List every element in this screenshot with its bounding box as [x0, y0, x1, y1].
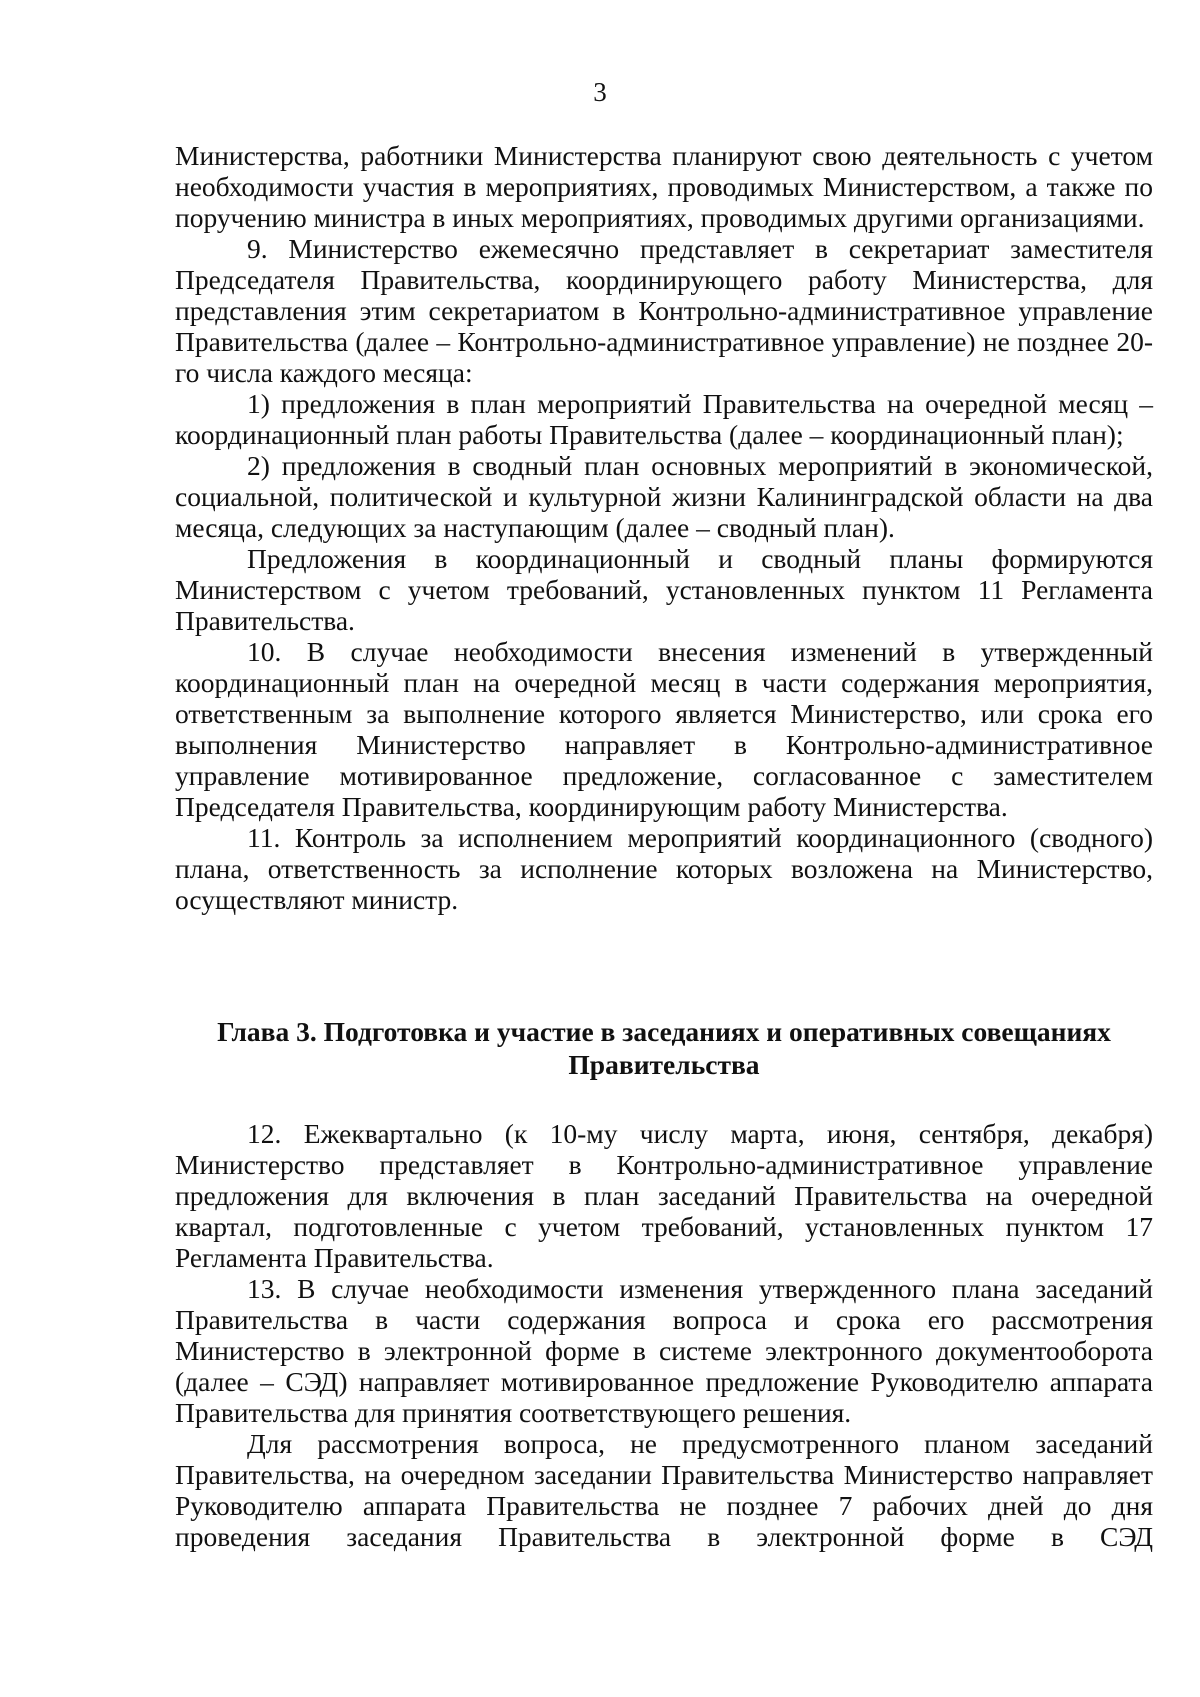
paragraph-item-12: 12. Ежеквартально (к 10-му числу марта, июня, сентября, декабря) Министерство представляет в Контрольно-административное управление предложения для включения в план заседаний Правительства на очередной квартал, подготовленные с учетом требований, установленных пунктом 17 Регламента Правительства. — [175, 1118, 1153, 1273]
paragraph-continuation: Министерства, работники Министерства планируют свою деятельность с учетом необходимости участия в мероприятиях, проводимых Министерством, а также по поручению министра в иных мероприятиях, проводимых другими организациями. — [175, 140, 1153, 233]
text-block-before-chapter — [175, 140, 1153, 915]
paragraph-unplanned-question: Для рассмотрения вопроса, не предусмотренного планом заседаний Правительства, на очередном заседании Правительства Министерство направляет Руководителю аппарата Правительства не позднее 7 рабочих дней до дня проведения заседания Правительства в электронной форме в СЭД — [175, 1428, 1153, 1552]
paragraph-item-13: 13. В случае необходимости изменения утвержденного плана заседаний Правительства в части содержания вопроса и срока его рассмотрения Министерство в электронной форме в системе электронного документооборота (далее – СЭД) направляет мотивированное предложение Руководителю аппарата Правительства для принятия соответствующего решения. — [175, 1273, 1153, 1428]
paragraph-item-11: 11. Контроль за исполнением мероприятий координационного (сводного) плана, ответственность за исполнение которых возложена на Министерство, осуществляют министр. — [175, 822, 1153, 915]
paragraph-item-9: 9. Министерство ежемесячно представляет в секретариат заместителя Председателя Правительства, координирующего работу Министерства, для представления этим секретариатом в Контрольно-административное управление Правительства (далее – Контрольно-административное управление) не позднее 20-го числа каждого месяца: — [175, 233, 1153, 388]
paragraph-proposals: Предложения в координационный и сводный планы формируются Министерством с учетом требований, установленных пунктом 11 Регламента Правительства. — [175, 543, 1153, 636]
paragraph-item-10: 10. В случае необходимости внесения изменений в утвержденный координационный план на очередной месяц в части содержания мероприятия, ответственным за выполнение которого является Министерство, или срока его выполнения Министерство направляет в Контрольно-административное управление мотивированное предложение, согласованное с заместителем Председателя Правительства, координирующим работу Министерства. — [175, 636, 1153, 822]
paragraph-subitem-1: 1) предложения в план мероприятий Правительства на очередной месяц – координационный план работы Правительства (далее – координационный план); — [175, 388, 1153, 450]
paragraph-subitem-2: 2) предложения в сводный план основных мероприятий в экономической, социальной, политической и культурной жизни Калининградской области на два месяца, следующих за наступающим (далее – сводный план). — [175, 450, 1153, 543]
text-block-after-chapter — [175, 1118, 1153, 1552]
chapter-title: Глава 3. Подготовка и участие в заседаниях и оперативных совещаниях Правительства — [217, 1016, 1111, 1080]
page-number: 3 — [593, 77, 607, 107]
